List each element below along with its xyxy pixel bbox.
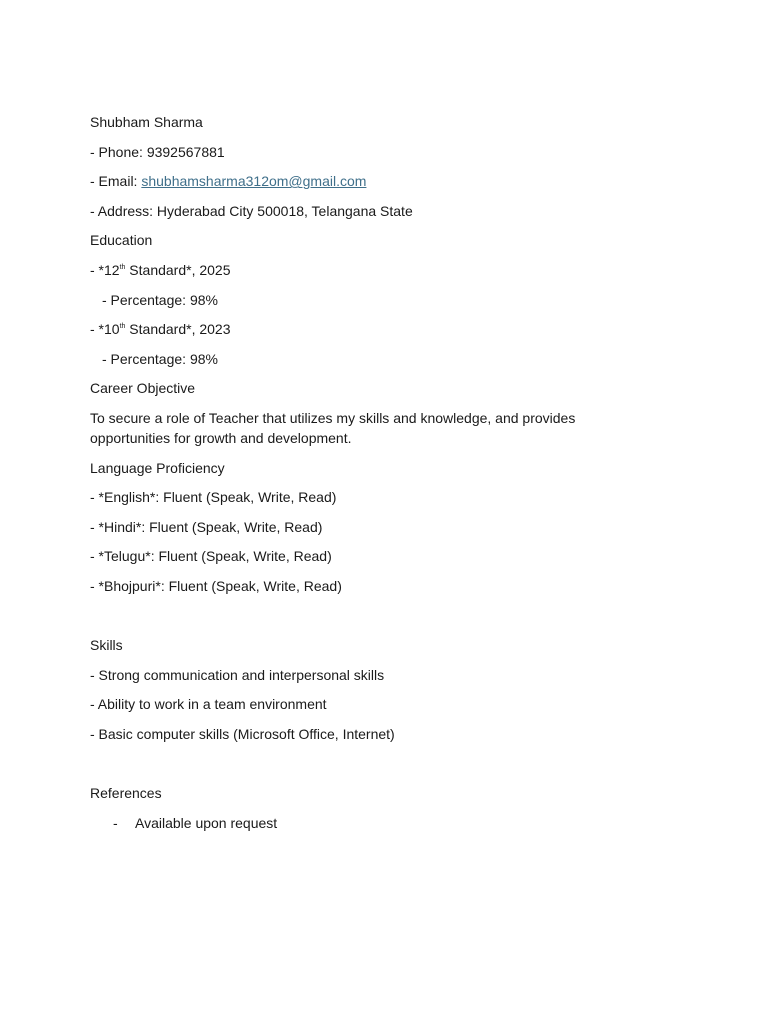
address-label: - Address: [90, 202, 157, 219]
phone-label: - Phone: [90, 143, 147, 160]
address-value: Hyderabad City 500018, Telangana State [156, 202, 413, 219]
language-item: - *Bhojpuri*: Fluent (Speak, Write, Read) [90, 577, 342, 594]
objective-text: To secure a role of Teacher that utilizes my skills and knowledge, and provides opportunities for growth and development. [90, 409, 576, 446]
address-line [90, 201, 610, 221]
language-item: - *English*: Fluent (Speak, Write, Read) [90, 489, 337, 506]
email-line [90, 171, 610, 191]
education-item-12th [90, 260, 610, 280]
resume-document [90, 112, 610, 833]
skills-heading: Skills [90, 637, 123, 654]
phone-number: 9392567881 [146, 143, 225, 160]
education-item-prefix: - *12 [90, 261, 120, 278]
reference-item [90, 813, 610, 833]
ordinal-suffix: th [119, 263, 126, 271]
section-spacer [90, 753, 610, 783]
ordinal-suffix: th [119, 323, 126, 331]
phone-line [90, 142, 610, 162]
references-heading: References [90, 785, 162, 802]
education-item-suffix: Standard*, 2023 [125, 321, 231, 338]
language-item: - *Hindi*: Fluent (Speak, Write, Read) [90, 518, 323, 535]
list-bullet: - [113, 814, 118, 831]
candidate-name: Shubham Sharma [90, 114, 203, 130]
email-label: - Email: [90, 173, 142, 190]
section-spacer [90, 606, 610, 636]
language-item: - *Telugu*: Fluent (Speak, Write, Read) [90, 548, 332, 565]
education-item-10th [90, 319, 610, 339]
email-link[interactable]: shubhamsharma312om@gmail.com [141, 173, 367, 190]
education-detail-12th: - Percentage: 98% [102, 291, 218, 308]
education-detail-10th: - Percentage: 98% [102, 350, 218, 367]
education-item-prefix: - *10 [90, 321, 120, 338]
reference-text: Available upon request [135, 814, 278, 831]
skill-item: - Basic computer skills (Microsoft Office, Internet) [90, 725, 395, 742]
objective-heading: Career Objective [90, 380, 196, 397]
education-heading: Education [90, 232, 153, 249]
education-item-suffix: Standard*, 2025 [125, 261, 231, 278]
skill-item: - Ability to work in a team environment [90, 696, 327, 713]
languages-heading: Language Proficiency [90, 459, 225, 476]
skill-item: - Strong communication and interpersonal skills [90, 666, 385, 683]
